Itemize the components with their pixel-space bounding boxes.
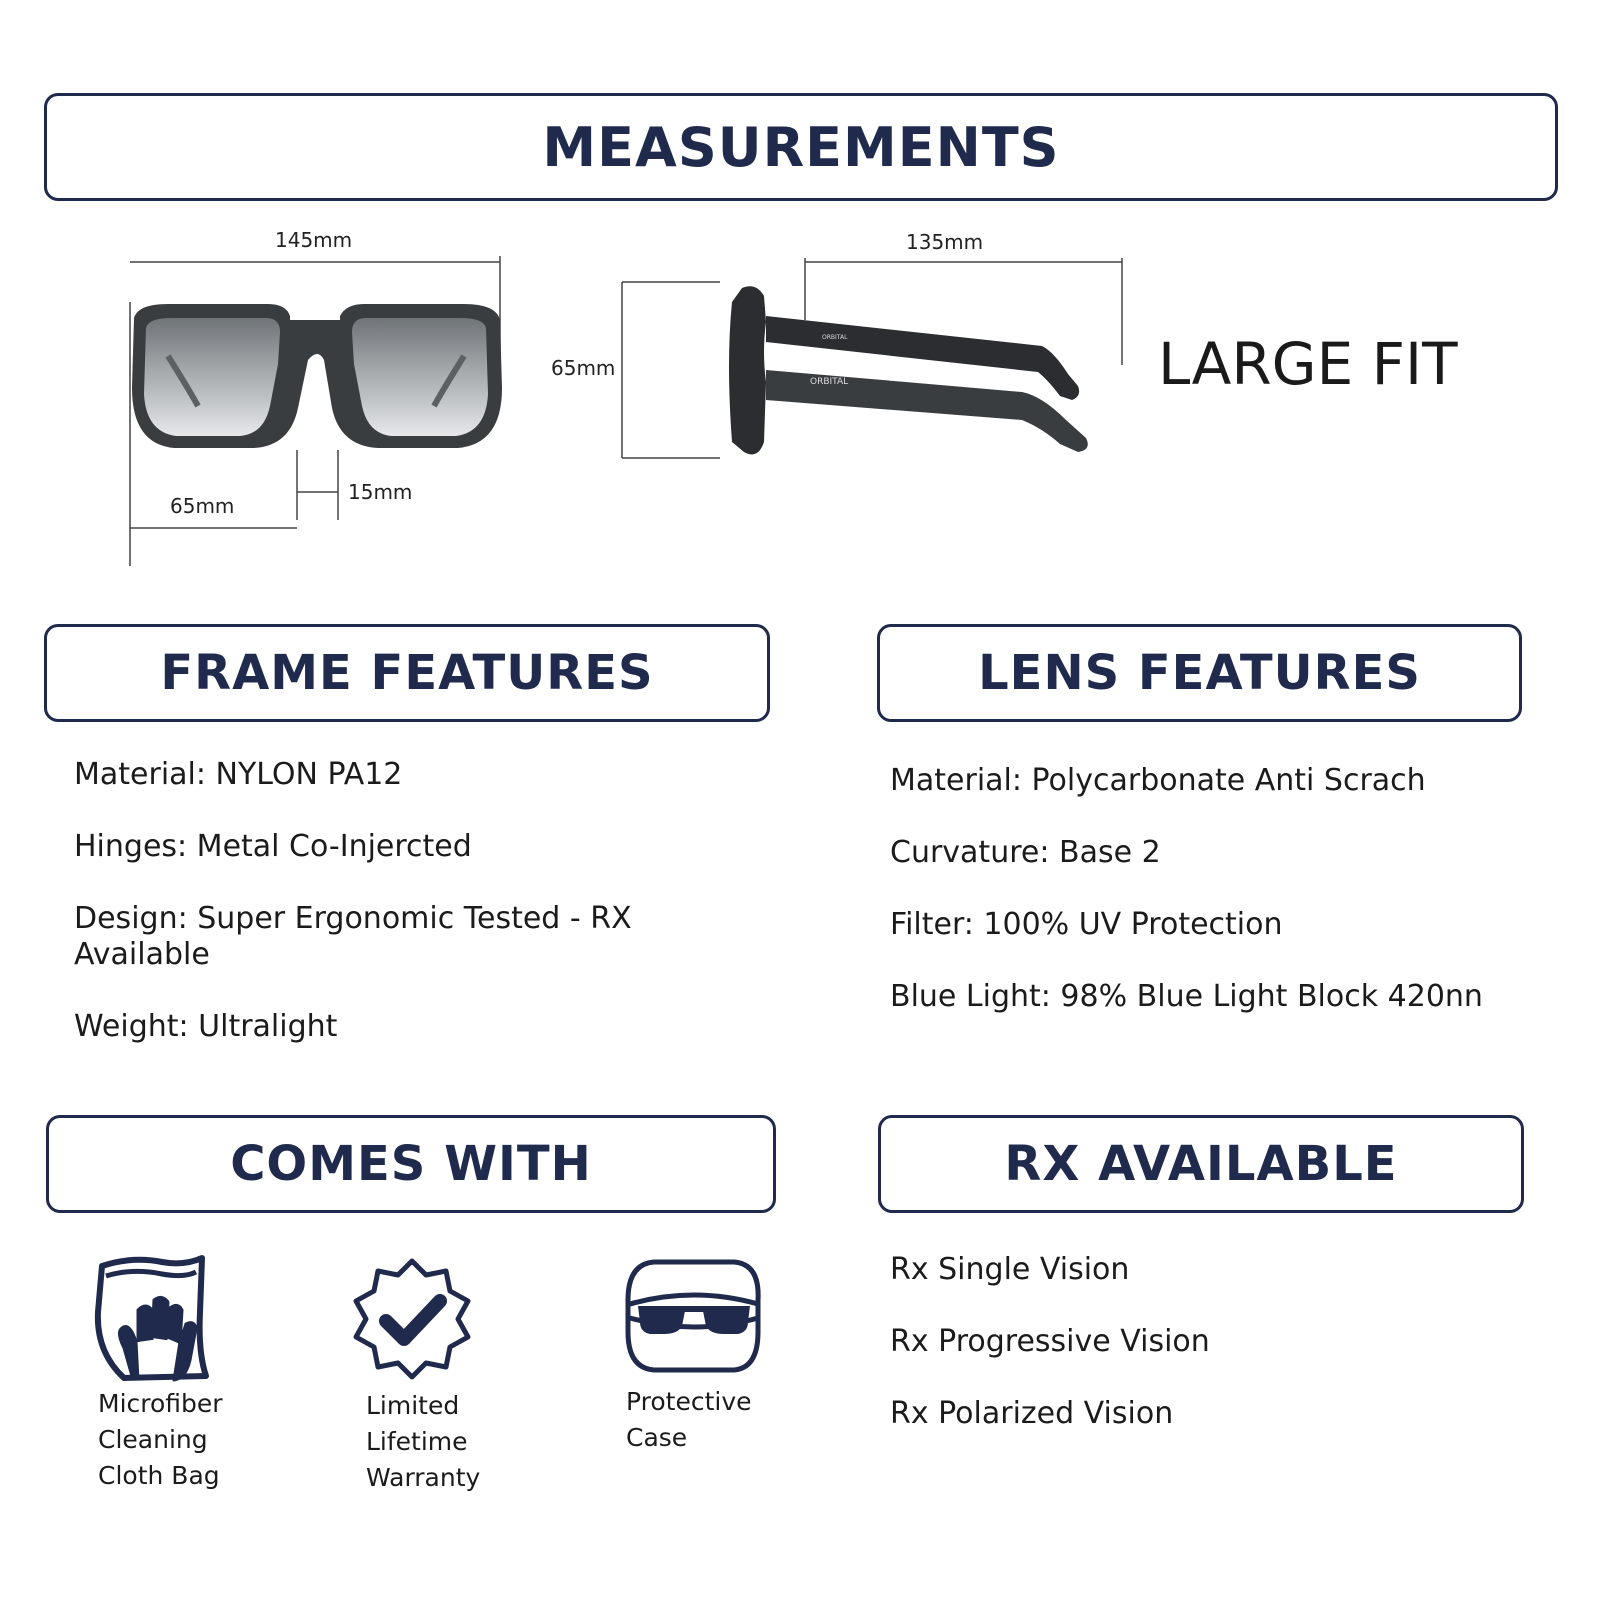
rx-item-polarized-vision: Rx Polarized Vision xyxy=(890,1396,1174,1431)
frame-features-header xyxy=(44,624,770,722)
temple-length-label: 135mm xyxy=(906,230,984,254)
sunglasses-front-image xyxy=(128,298,508,468)
rx-item-single-vision: Rx Single Vision xyxy=(890,1252,1130,1287)
rx-available-title: RX AVAILABLE xyxy=(1004,1136,1398,1192)
comes-with-title: COMES WITH xyxy=(230,1136,592,1192)
lens-height-label: 65mm xyxy=(551,356,616,380)
bridge-width-label: 15mm xyxy=(348,480,413,504)
temple-print: ORBITAL xyxy=(810,377,849,387)
comes-with-header xyxy=(46,1115,776,1213)
frame-feature-design: Design: Super Ergonomic Tested - RX Available xyxy=(74,901,632,972)
frame-feature-weight: Weight: Ultralight xyxy=(74,1009,338,1044)
lens-features-title: LENS FEATURES xyxy=(978,645,1421,701)
cleaning-cloth-hand-icon xyxy=(92,1252,212,1382)
lens-feature-material: Material: Polycarbonate Anti Scrach xyxy=(890,763,1426,798)
frame-feature-hinges: Hinges: Metal Co-Injercted xyxy=(74,829,472,864)
comes-with-cloth-label: Microfiber Cleaning Cloth Bag xyxy=(98,1389,223,1490)
warranty-badge-check-icon xyxy=(352,1257,472,1377)
lens-features-header xyxy=(877,624,1522,722)
lens-width-label: 65mm xyxy=(170,494,235,518)
total-width-label: 145mm xyxy=(275,228,353,252)
sunglasses-side-image xyxy=(722,282,1142,472)
lens-feature-blue-light: Blue Light: 98% Blue Light Block 420nn xyxy=(890,979,1483,1014)
comes-with-case-label: Protective Case xyxy=(626,1387,752,1452)
rx-item-progressive-vision: Rx Progressive Vision xyxy=(890,1324,1210,1359)
rx-available-header xyxy=(878,1115,1524,1213)
lens-feature-curvature: Curvature: Base 2 xyxy=(890,835,1161,870)
frame-features-title: FRAME FEATURES xyxy=(160,645,654,701)
fit-label: LARGE FIT xyxy=(1158,330,1458,398)
comes-with-warranty-label: Limited Lifetime Warranty xyxy=(366,1391,481,1492)
glasses-case-icon xyxy=(624,1256,764,1376)
lens-feature-filter: Filter: 100% UV Protection xyxy=(890,907,1283,942)
frame-feature-material: Material: NYLON PA12 xyxy=(74,757,403,792)
measurements-title: MEASUREMENTS xyxy=(542,115,1060,179)
temple-print-upper: ORBITAL xyxy=(822,334,848,341)
